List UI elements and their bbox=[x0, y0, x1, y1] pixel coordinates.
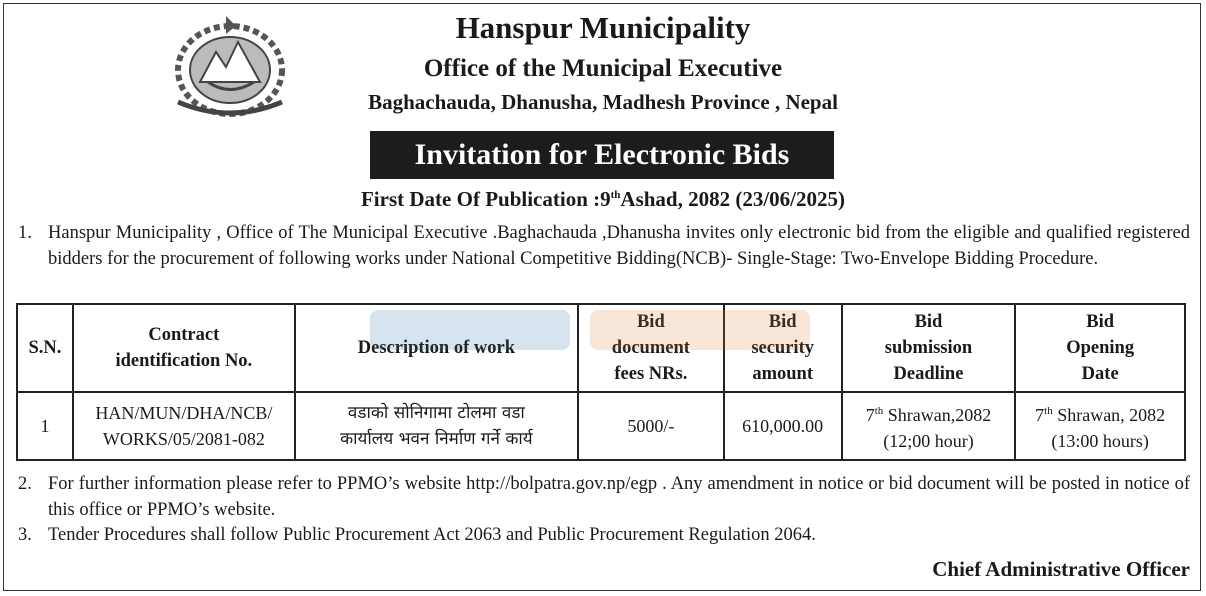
table-row bbox=[17, 392, 1185, 460]
office-address: Baghachauda, Dhanusha, Madhesh Province , Nepal bbox=[368, 90, 838, 114]
paragraph-number: 2. bbox=[18, 474, 32, 494]
cell-doc-fees: 5000/- bbox=[578, 392, 724, 460]
header-sn: S.N. bbox=[17, 304, 73, 392]
publication-date: First Date Of Publication :9thAshad, 2082 (23/06/2025) bbox=[360, 187, 846, 211]
municipality-name: Hanspur Municipality bbox=[455, 10, 751, 45]
paragraph-text: Hanspur Municipality , Office of The Municipal Executive .Baghachauda ,Dhanusha invites only electronic bid from the eligible and qualified registered bidders for the procurement of following works under National Competitive Bidding(NCB)- Single-Stage: Two-Envelope Bidding Procedure. bbox=[48, 223, 1190, 269]
paragraph-text: For further information please refer to PPMO’s website http://bolpatra.gov.np/egp . Any amendment in notice or bid document will be posted in notice of this office or PPMO’s website. bbox=[48, 474, 1190, 520]
header-contract-id: Contract identification No. bbox=[73, 304, 295, 392]
header-submission-deadline: Bid submission Deadline bbox=[842, 304, 1016, 392]
cell-description: वडाको सोनिगामा टोलमा वडा कार्यालय भवन निर्माण गर्ने कार्य bbox=[295, 392, 578, 460]
bid-table bbox=[16, 303, 1186, 461]
office-name: Office of the Municipal Executive bbox=[423, 55, 783, 82]
paragraph-1 bbox=[18, 220, 1190, 272]
paragraph-number: 3. bbox=[18, 525, 32, 545]
cell-contract-id: HAN/MUN/DHA/NCB/ WORKS/05/2081-082 bbox=[73, 392, 295, 460]
table-header-row bbox=[17, 304, 1185, 392]
paragraph-3 bbox=[18, 522, 1190, 548]
cell-sn: 1 bbox=[17, 392, 73, 460]
signatory-title: Chief Administrative Officer bbox=[932, 557, 1190, 581]
cell-opening-date: 7th Shrawan, 2082 (13:00 hours) bbox=[1015, 392, 1185, 460]
cell-bid-security: 610,000.00 bbox=[724, 392, 842, 460]
notice-title-banner: Invitation for Electronic Bids bbox=[370, 131, 834, 179]
paragraph-text: Tender Procedures shall follow Public Procurement Act 2063 and Public Procurement Regulation 2064. bbox=[48, 525, 816, 545]
paragraph-number: 1. bbox=[18, 223, 32, 243]
header-bid-security: Bid security amount bbox=[724, 304, 842, 392]
header-doc-fees: Bid document fees NRs. bbox=[578, 304, 724, 392]
header-description: Description of work bbox=[295, 304, 578, 392]
cell-submission-deadline: 7th Shrawan,2082 (12;00 hour) bbox=[842, 392, 1016, 460]
paragraph-2 bbox=[18, 471, 1190, 523]
header-opening-date: Bid Opening Date bbox=[1015, 304, 1185, 392]
